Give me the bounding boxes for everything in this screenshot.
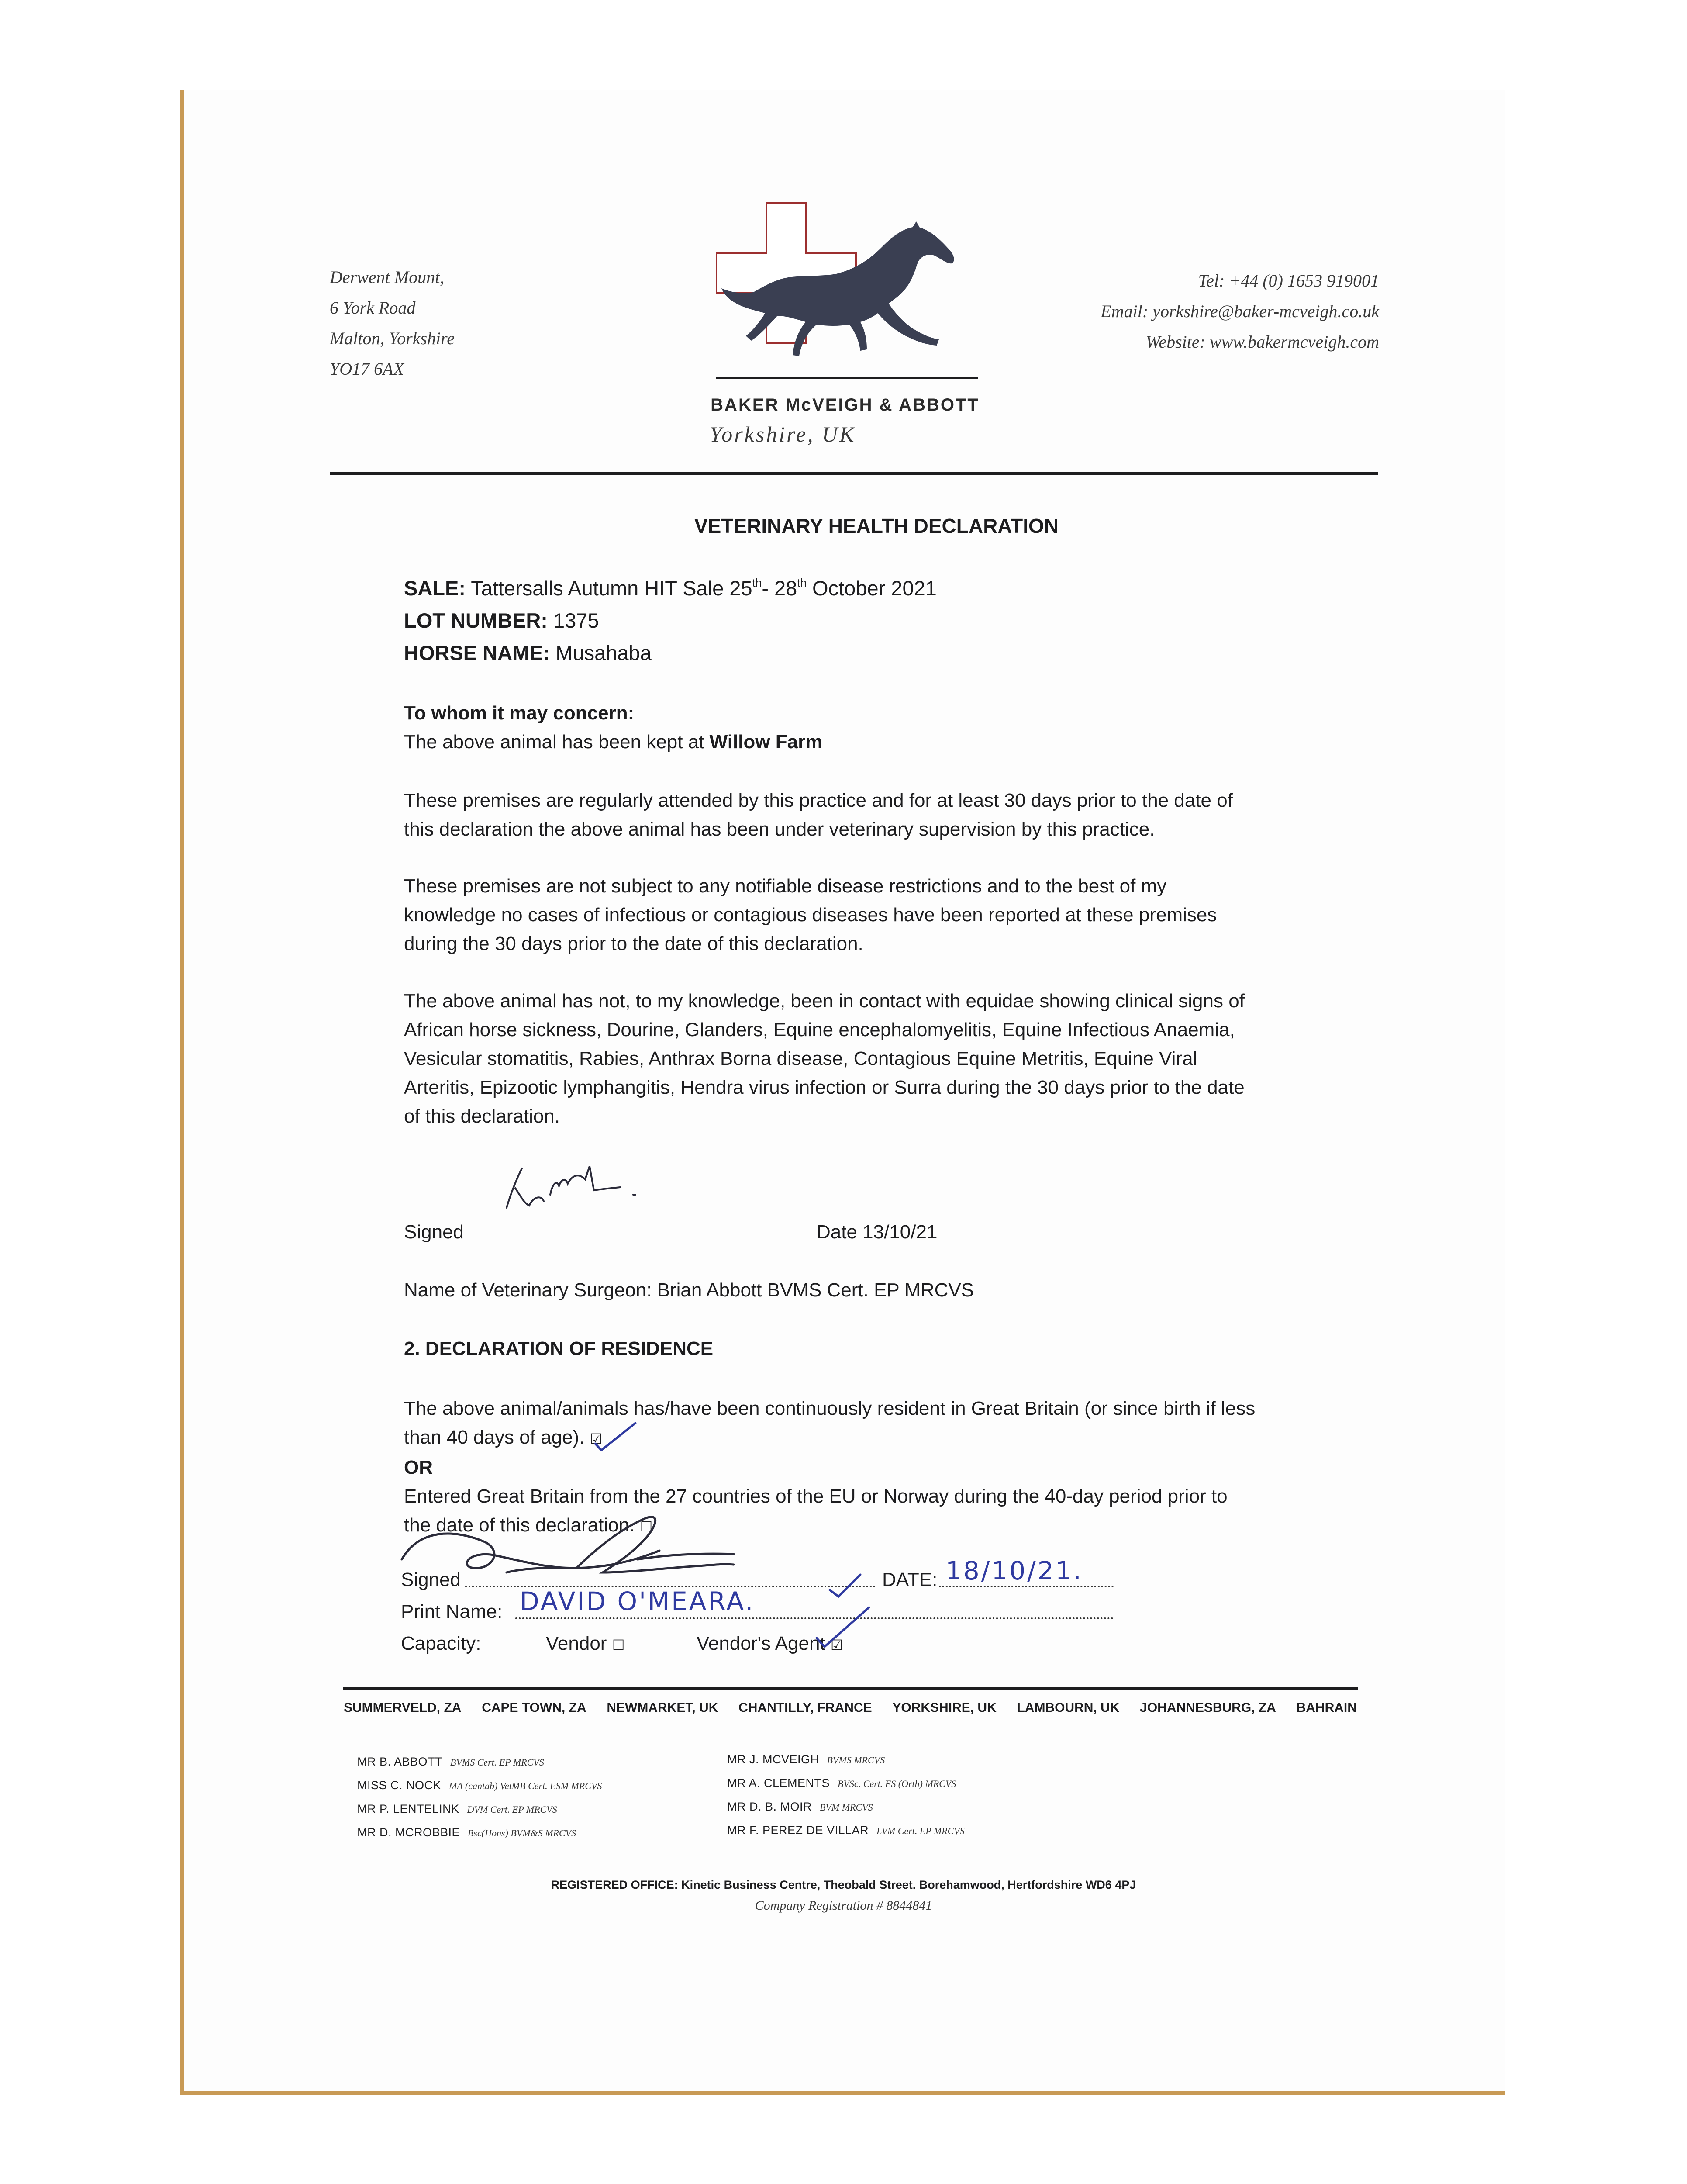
agent-tick-mark <box>812 1603 873 1651</box>
staff-list-left <box>357 1750 602 1845</box>
paragraph-line: These premises are not subject to any notifiable disease restrictions and to the best of my <box>404 875 1167 897</box>
logo-underline <box>716 377 978 379</box>
vendors-agent-label: Vendor's Agent <box>697 1633 825 1654</box>
vet-handwritten-signature <box>502 1153 668 1219</box>
address-line: YO17 6AX <box>330 359 404 379</box>
address-line: Derwent Mount, <box>330 267 445 287</box>
date-label: DATE: <box>882 1569 938 1590</box>
staff-name: MR B. ABBOTT <box>357 1755 443 1768</box>
print-name-label: Print Name: <box>401 1601 503 1622</box>
lot-line <box>404 605 1343 637</box>
sale-superscript-1: th <box>752 576 762 590</box>
registered-office: REGISTERED OFFICE: Kinetic Business Centre, Theobald Street. Borehamwood, Hertfordshire WD6 4PJ <box>551 1878 1136 1891</box>
paragraph-line: during the 30 days prior to the date of this declaration. <box>404 933 863 954</box>
paragraph-line: knowledge no cases of infectious or contagious diseases have been reported at these premises <box>404 904 1217 926</box>
contact-diseases-paragraph <box>404 987 1343 1131</box>
sale-details <box>404 572 1343 669</box>
supervision-paragraph <box>404 786 1343 844</box>
staff-list-right <box>727 1748 965 1842</box>
staff-name: MR A. CLEMENTS <box>727 1776 830 1790</box>
concern-block <box>404 699 1343 757</box>
resident-tick-mark <box>592 1420 640 1455</box>
footer-divider <box>343 1687 1358 1690</box>
paragraph-line: The above animal has not, to my knowledge, been in contact with equidae showing clinical signs of <box>404 990 1245 1012</box>
staff-qualifications: LVM Cert. EP MRCVS <box>876 1825 965 1836</box>
office-location: CHANTILLY, FRANCE <box>738 1700 872 1715</box>
sale-label: SALE: <box>404 577 466 600</box>
staff-name: MR D. B. MOIR <box>727 1800 812 1813</box>
address-line: 6 York Road <box>330 298 416 318</box>
office-location: NEWMARKET, UK <box>607 1700 718 1715</box>
vet-sign-date: Date 13/10/21 <box>817 1221 938 1243</box>
scan-edge-left <box>180 90 184 2094</box>
staff-qualifications: MA (cantab) VetMB Cert. ESM MRCVS <box>449 1780 602 1791</box>
website: Website: www.bakermcveigh.com <box>1145 332 1379 352</box>
handwritten-print-name: DAVID O'MEARA. <box>520 1586 755 1616</box>
scan-edge-bottom <box>180 2091 1505 2095</box>
staff-qualifications: BVMS MRCVS <box>827 1755 885 1766</box>
sale-suffix: October 2021 <box>807 577 937 600</box>
vendor-checkbox[interactable]: ☐ <box>612 1637 625 1653</box>
staff-name: MR P. LENTELINK <box>357 1802 459 1815</box>
capacity-label: Capacity: <box>401 1633 481 1654</box>
office-location: BAHRAIN <box>1296 1700 1357 1715</box>
office-location: CAPE TOWN, ZA <box>482 1700 586 1715</box>
brand-location: Yorkshire, UK <box>710 422 856 446</box>
lot-value: 1375 <box>553 609 599 632</box>
horse-label: HORSE NAME: <box>404 641 550 664</box>
staff-entry <box>727 1795 965 1819</box>
company-registration: Company Registration # 8844841 <box>755 1898 932 1913</box>
farm-name: Willow Farm <box>709 731 823 753</box>
lot-label: LOT NUMBER: <box>404 609 548 632</box>
paragraph-line: The above animal/animals has/have been continuously resident in Great Britain (or since birth if less <box>404 1398 1256 1419</box>
office-location: LAMBOURN, UK <box>1017 1700 1120 1715</box>
paragraph-line: Arteritis, Epizootic lymphangitis, Hendra virus infection or Surra during the 30 days prior to the date <box>404 1077 1245 1098</box>
sale-prefix: Tattersalls Autumn HIT Sale 25 <box>471 577 752 600</box>
paragraph-line <box>404 1423 1343 1453</box>
vet-signed-label: Signed <box>404 1221 464 1243</box>
staff-name: MR J. MCVEIGH <box>727 1753 819 1766</box>
residence-option-2-end: the date of this declaration. <box>404 1514 640 1536</box>
staff-name: MISS C. NOCK <box>357 1779 442 1792</box>
staff-qualifications: BVSc. Cert. ES (Orth) MRCVS <box>838 1778 956 1789</box>
staff-name: MR D. MCROBBIE <box>357 1826 460 1839</box>
practice-contact <box>1101 266 1379 357</box>
agent-handwritten-signature <box>393 1503 1135 1603</box>
paragraph-line: this declaration the above animal has been under veterinary supervision by this practice. <box>404 819 1155 840</box>
paragraph-line: of this declaration. <box>404 1106 560 1127</box>
concern-heading: To whom it may concern: <box>404 702 635 724</box>
staff-qualifications: BVM MRCVS <box>820 1802 873 1813</box>
horse-line <box>404 637 1343 669</box>
staff-entry <box>357 1750 602 1774</box>
brand-name: BAKER McVEIGH & ABBOTT <box>711 395 980 415</box>
or-label: OR <box>404 1457 433 1478</box>
staff-entry <box>727 1748 965 1772</box>
handwritten-date: 18/10/21. <box>945 1556 1083 1586</box>
paragraph-line: Entered Great Britain from the 27 countries of the EU or Norway during the 40-day period prior to <box>404 1486 1228 1507</box>
sale-superscript-2: th <box>797 576 807 590</box>
staff-qualifications: DVM Cert. EP MRCVS <box>467 1804 557 1815</box>
veterinary-surgeon-name: Name of Veterinary Surgeon: Brian Abbott BVMS Cert. EP MRCVS <box>404 1279 974 1301</box>
vendor-label: Vendor <box>546 1633 607 1654</box>
signed-label: Signed <box>401 1569 461 1590</box>
address-line: Malton, Yorkshire <box>330 328 455 348</box>
sale-line <box>404 572 1343 605</box>
staff-entry <box>727 1772 965 1795</box>
staff-entry <box>357 1774 602 1797</box>
telephone: Tel: +44 (0) 1653 919001 <box>1198 271 1379 290</box>
vendors-agent-checkbox[interactable]: ☑ <box>830 1637 843 1653</box>
office-locations <box>344 1700 1357 1715</box>
paragraph-line: Vesicular stomatitis, Rabies, Anthrax Borna disease, Contagious Equine Metritis, Equine Viral <box>404 1048 1197 1069</box>
staff-qualifications: BVMS Cert. EP MRCVS <box>450 1757 544 1768</box>
resident-checkbox[interactable]: ☑ <box>590 1431 603 1447</box>
entered-gb-checkbox[interactable]: ☐ <box>640 1519 653 1534</box>
office-location: JOHANNESBURG, ZA <box>1140 1700 1276 1715</box>
staff-entry <box>357 1797 602 1821</box>
staff-entry <box>727 1819 965 1842</box>
residence-heading: 2. DECLARATION OF RESIDENCE <box>404 1338 714 1359</box>
staff-qualifications: Bsc(Hons) BVM&S MRCVS <box>468 1828 576 1838</box>
restrictions-paragraph <box>404 872 1343 958</box>
cross-and-horse-logo-icon <box>716 199 978 382</box>
paragraph-line: These premises are regularly attended by this practice and for at least 30 days prior to the date of <box>404 790 1233 811</box>
paragraph-line: African horse sickness, Dourine, Glanders, Equine encephalomyelitis, Equine Infectious Anaemia, <box>404 1019 1235 1040</box>
residence-option-1-end: than 40 days of age). <box>404 1427 590 1448</box>
office-location: SUMMERVELD, ZA <box>344 1700 462 1715</box>
document-title: VETERINARY HEALTH DECLARATION <box>694 515 1059 537</box>
sale-mid: - 28 <box>762 577 797 600</box>
header-divider <box>330 472 1378 475</box>
email: Email: yorkshire@baker-mcveigh.co.uk <box>1101 301 1379 321</box>
practice-address <box>330 262 455 384</box>
kept-at-line <box>404 728 1343 757</box>
vendor-option <box>546 1633 624 1655</box>
staff-name: MR F. PEREZ DE VILLAR <box>727 1824 869 1837</box>
kept-at-text: The above animal has been kept at <box>404 731 710 753</box>
staff-entry <box>357 1821 602 1845</box>
office-location: YORKSHIRE, UK <box>892 1700 997 1715</box>
horse-value: Musahaba <box>555 641 652 664</box>
